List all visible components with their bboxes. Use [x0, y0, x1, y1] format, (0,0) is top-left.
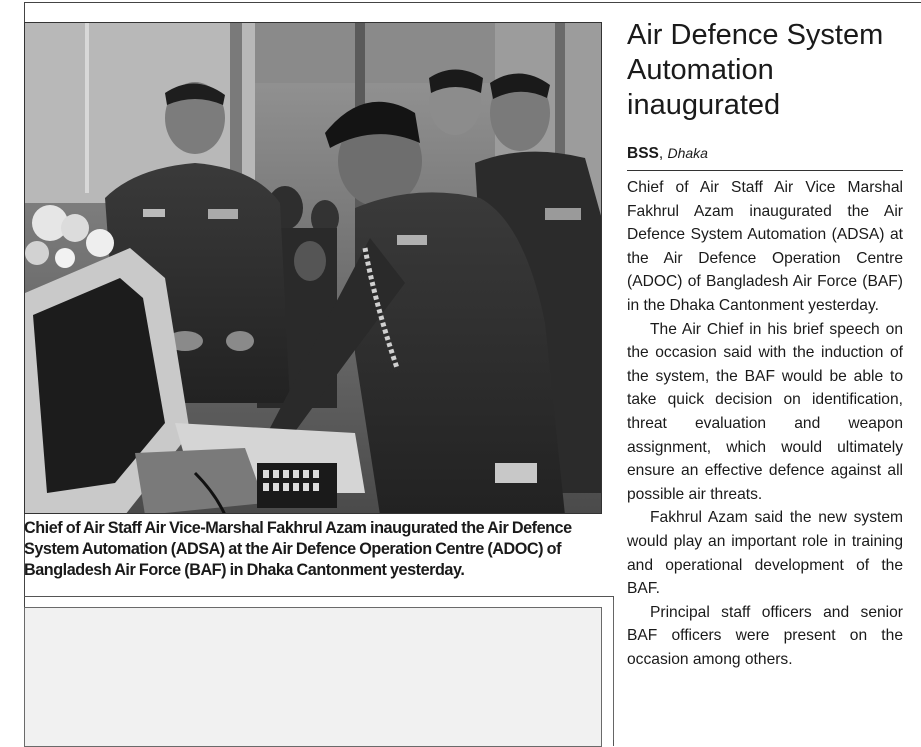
article-paragraph: Chief of Air Staff Air Vice Marshal Fakhrul Azam inaugurated the Air Defence System Automation (ADSA) at the Air Defence Operation Centre (ADOC) of Bangladesh Air Force (BAF) in the Dhaka Cantonment yesterday. [627, 179, 903, 314]
top-rule [24, 2, 921, 3]
byline-separator: , [658, 145, 668, 162]
byline-place: Dhaka [667, 145, 708, 161]
article-paragraph: Principal staff officers and senior BAF officers were present on the occasion among others. [627, 603, 903, 668]
lower-content-box [24, 607, 602, 747]
article-body [627, 176, 903, 671]
article-paragraph: Fakhrul Azam said the new system would play an important role in training and operational development of the BAF. [627, 509, 903, 598]
news-photo [24, 22, 602, 514]
byline-rule [627, 170, 903, 171]
byline-agency: BSS [627, 145, 659, 162]
article-paragraph: The Air Chief in his brief speech on the occasion said with the induction of the system, the BAF would be able to take quick decision on identification, threat evaluation and weapon assignment, which would ultimately ensure an effective defence against all possible air threats. [627, 320, 903, 503]
photo-caption: Chief of Air Staff Air Vice-Marshal Fakhrul Azam inaugurated the Air Defence System Automation (ADSA) at the Air Defence Operation Centre (ADOC) of Bangladesh Air Force (BAF) in Dhaka Cantonment yesterday. [24, 519, 572, 579]
article-headline: Air Defence System Automation inaugurated [627, 19, 884, 121]
article-byline [627, 143, 905, 164]
column-divider [613, 600, 614, 740]
